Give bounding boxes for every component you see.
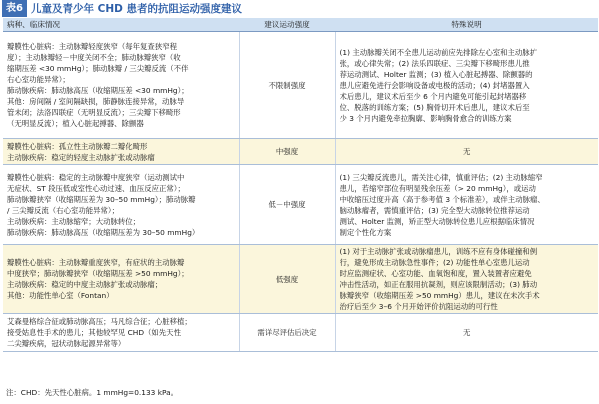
condition-line: （无明显反流）；植入心脏起搏器、除颤器: [7, 119, 144, 128]
condition-line: 右心室功能异常）；: [7, 75, 70, 84]
notes-cell: [335, 32, 598, 139]
condition-cell: [3, 139, 239, 165]
notes-line: (1) 三尖瓣反流患儿，需关注心律，慎重评估；(2) 主动脉缩窄: [339, 172, 543, 182]
condition-line: 瓣膜性心脏病：主动脉瓣轻度狭窄（每年复查狭窄程: [7, 42, 177, 51]
notes-line: 患儿应避免进行会影响设备或电极的活动；(4) 封堵器置入: [339, 80, 530, 90]
notes-line: 时应监测症状、心室功能、血氧饱和度，置入装置者应避免: [339, 269, 532, 278]
notes-line: 少 3 个月内避免牵拉胸廓、影响胸骨愈合的训练方案: [339, 113, 512, 123]
condition-line: 主动脉疾病：主动脉缩窄；大动脉转位；: [7, 216, 141, 226]
table-title: 儿童及青少年 CHD 患者的抗阻运动强度建议: [30, 3, 242, 15]
notes-line: 中收缩压过度升高（高于参考值 3 个标准差），或伴主动脉瘤、: [339, 194, 545, 204]
condition-line: 主动脉疾病：稳定的轻度主动脉扩张或动脉瘤: [7, 152, 155, 162]
notes-line: 脉瓣狭窄（收缩期压差 >50 mmHg）患儿，建议在未次手术: [339, 291, 540, 300]
condition-line: 瓣膜性心脏病：主动脉瓣重度狭窄，有症状的主动脉瓣: [7, 258, 185, 267]
notes-line: 术后患儿，建议术后至少 6 个月内避免可能引起封堵器移: [339, 91, 527, 101]
notes-line: 患儿，若缩窄部位有明显残余压差（> 20 mmHg），或运动: [339, 183, 536, 193]
notes-line: 张，或心律失常；(2) 法乐四联症、三尖瓣下移畸形患儿推: [339, 58, 530, 68]
notes-line: 无: [463, 147, 471, 156]
condition-line: 无症状、ST 段压低或室性心动过速、血压反应正常）；: [7, 183, 185, 193]
table-row: [3, 245, 598, 314]
condition-line: 中度狭窄；肺动脉瓣狭窄（收缩期压差 >50 mmHg）；: [7, 269, 189, 278]
condition-line: / 三尖瓣反流（右心室功能异常）；: [7, 205, 120, 215]
column-header-condition: 病种、临床情况: [3, 18, 239, 32]
notes-line: 无: [463, 328, 471, 337]
table-title-bar: [0, 0, 599, 17]
notes-cell: [335, 165, 598, 245]
condition-line: 肺动脉疾病：肺动脉高压（收缩期压差为 30–50 mmHg）: [7, 227, 200, 237]
condition-line: 接受姑息性手术的患儿；其他较罕见 CHD（如先天性: [7, 328, 181, 337]
condition-cell: [3, 165, 239, 245]
notes-line: (1) 对于主动脉扩张或动脉瘤患儿，训练不应有身体碰撞和例: [339, 247, 538, 256]
notes-line: 测试、Holter 监测，矫正型大动脉转位患儿应根据临床情况: [339, 216, 535, 226]
condition-line: 管未闭；法洛四联症（无明显反流）；三尖瓣下移畸形: [7, 108, 181, 117]
condition-line: 其他：房间隔 / 室间隔缺损，肺静脉连接异常，动脉导: [7, 97, 185, 106]
condition-line: 其他：功能性单心室（Fontan）: [7, 291, 114, 300]
intensity-cell: 不限制强度: [239, 32, 335, 139]
notes-cell: [335, 314, 598, 352]
intensity-cell: 需详尽评估后决定: [239, 314, 335, 352]
intensity-cell: 低强度: [239, 245, 335, 314]
table-number: 表6: [2, 0, 27, 17]
table-row: [3, 139, 598, 165]
condition-line: 艾森曼格综合征或肺动脉高压；马凡综合征；心脏移植；: [7, 317, 192, 326]
notes-line: 荐运动测试、Holter 监测；(3) 植入心脏起搏器、除颤器的: [339, 69, 533, 79]
notes-line: 治疗后至少 3–6 个月开始评价抗阻运动的可行性: [339, 302, 498, 311]
notes-line: 行，避免形成主动脉急性事件；(2) 功能性单心室患儿运动: [339, 258, 530, 267]
table-row: [3, 314, 598, 352]
table-row: [3, 165, 598, 245]
condition-line: 肺动脉瓣狭窄（收缩期压差为 30–50 mmHg）；肺动脉瓣: [7, 194, 196, 204]
condition-line: 二尖瓣疾病，冠状动脉起源异常等）: [7, 339, 126, 348]
condition-line: 瓣膜性心脏病：孤立性主动脉瓣二瓣化畸形: [7, 141, 148, 151]
condition-line: 主动脉疾病：稳定的中度主动脉扩张或动脉瘤；: [7, 280, 163, 289]
intensity-cell: 中强度: [239, 139, 335, 165]
condition-cell: [3, 32, 239, 139]
condition-line: 肺动脉疾病：肺动脉高压（收缩期压差 <30 mmHg）；: [7, 86, 189, 95]
column-header-notes: 特殊说明: [335, 18, 598, 32]
notes-line: 冲击性活动，如正在服用抗凝剂，则应该限制活动；(3) 肺动: [339, 280, 538, 289]
intensity-cell: 低－中强度: [239, 165, 335, 245]
condition-cell: [3, 314, 239, 352]
table-footnote: 注：CHD：先天性心脏病。1 mmHg=0.133 kPa。: [6, 388, 179, 397]
header-row: [3, 18, 598, 32]
table-row: [3, 32, 598, 139]
condition-line: 度）；主动脉瓣轻－中度关闭不全；肺动脉瓣狭窄（收: [7, 53, 181, 62]
notes-cell: [335, 139, 598, 165]
condition-cell: [3, 245, 239, 314]
column-header-intensity: 建议运动强度: [239, 18, 335, 32]
condition-line: 缩期压差 <30 mmHg）；肺动脉瓣 / 三尖瓣反流（不伴: [7, 64, 189, 73]
notes-line: 位、脱落的训练方案；(5) 胸骨切开术后患儿，建议术后至: [339, 102, 530, 112]
notes-line: (1) 主动脉瓣关闭不全患儿运动前应先排除左心室和主动脉扩: [339, 47, 538, 57]
notes-line: 制定个性化方案: [339, 227, 392, 237]
notes-line: 脑动脉瘤者，需慎重评估；(3) 完全型大动脉转位推荐运动: [339, 205, 530, 215]
condition-line: 瓣膜性心脏病：稳定的主动脉瓣中度狭窄（运动测试中: [7, 172, 185, 182]
notes-cell: [335, 245, 598, 314]
intensity-table: [3, 18, 598, 352]
